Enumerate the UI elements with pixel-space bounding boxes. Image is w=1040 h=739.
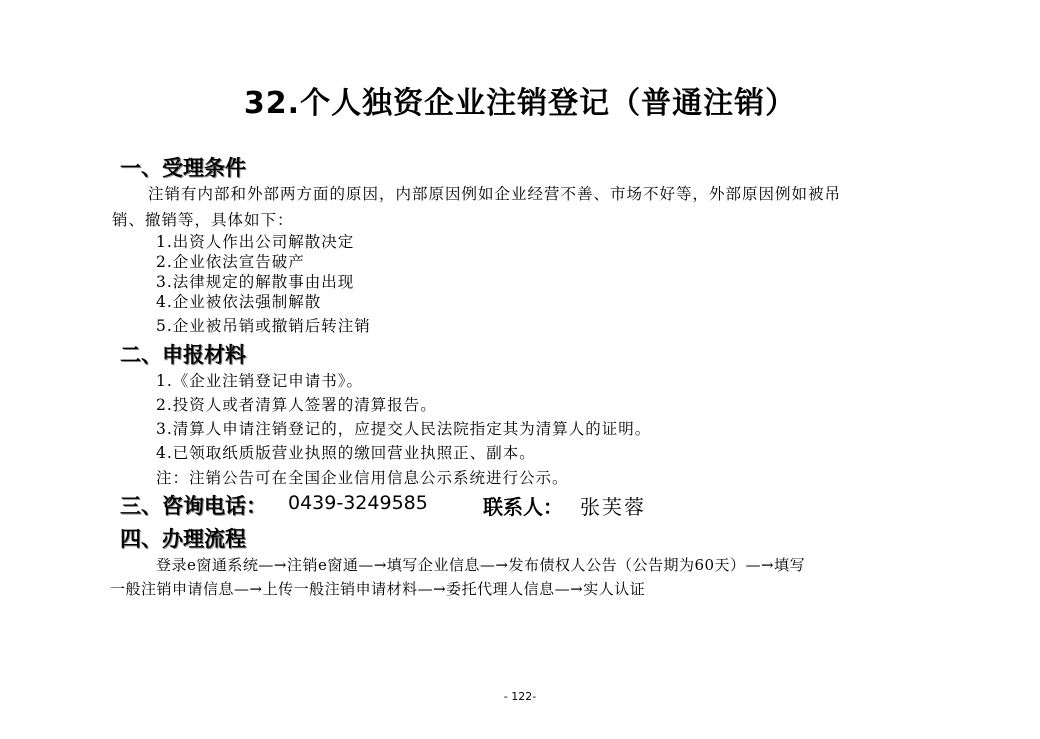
section-heading-acceptance-conditions: 一、受理条件 (120, 156, 246, 180)
material-item-2: 2.投资人或者清算人签署的清算报告。 (156, 396, 437, 414)
condition-item-3: 3.法律规定的解散事由出现 (156, 273, 355, 291)
material-item-4: 4.已领取纸质版营业执照的缴回营业执照正、副本。 (156, 444, 536, 462)
page-title: 32.个人独资企业注销登记（普通注销） (243, 86, 797, 121)
material-item-3: 3.清算人申请注销登记的，应提交人民法院指定其为清算人的证明。 (156, 420, 652, 438)
process-line-1: 登录e窗通系统—→注销e窗通—→填写企业信息—→发布债权人公告（公告期为60天）—→填写 (156, 556, 806, 574)
consultation-phone-number: 0439-3249585 (288, 492, 428, 514)
material-item-1: 1.《企业注销登记申请书》。 (156, 372, 364, 390)
condition-item-5: 5.企业被吊销或撤销后转注销 (156, 317, 371, 335)
process-line-2: 一般注销申请信息—→上传一般注销申请材料—→委托代理人信息—→实人认证 (110, 580, 646, 598)
section-heading-process: 四、办理流程 (120, 527, 246, 551)
contact-person-label: 联系人： (483, 495, 563, 519)
materials-note: 注：注销公告可在全国企业信用信息公示系统进行公示。 (156, 469, 569, 487)
section-heading-application-materials: 二、申报材料 (120, 343, 246, 367)
contact-person-name: 张芙蓉 (580, 495, 646, 519)
section-heading-consultation-phone: 三、咨询电话： (120, 494, 267, 518)
page-number: - 122- (503, 690, 537, 703)
intro-text-line-1: 注销有内部和外部两方面的原因，内部原因例如企业经营不善、市场不好等，外部原因例如被吊 (148, 185, 842, 203)
intro-text-line-2: 销、撤销等，具体如下： (112, 211, 294, 229)
condition-item-4: 4.企业被依法强制解散 (156, 293, 322, 311)
condition-item-1: 1.出资人作出公司解散决定 (156, 233, 355, 251)
condition-item-2: 2.企业依法宣告破产 (156, 253, 305, 271)
